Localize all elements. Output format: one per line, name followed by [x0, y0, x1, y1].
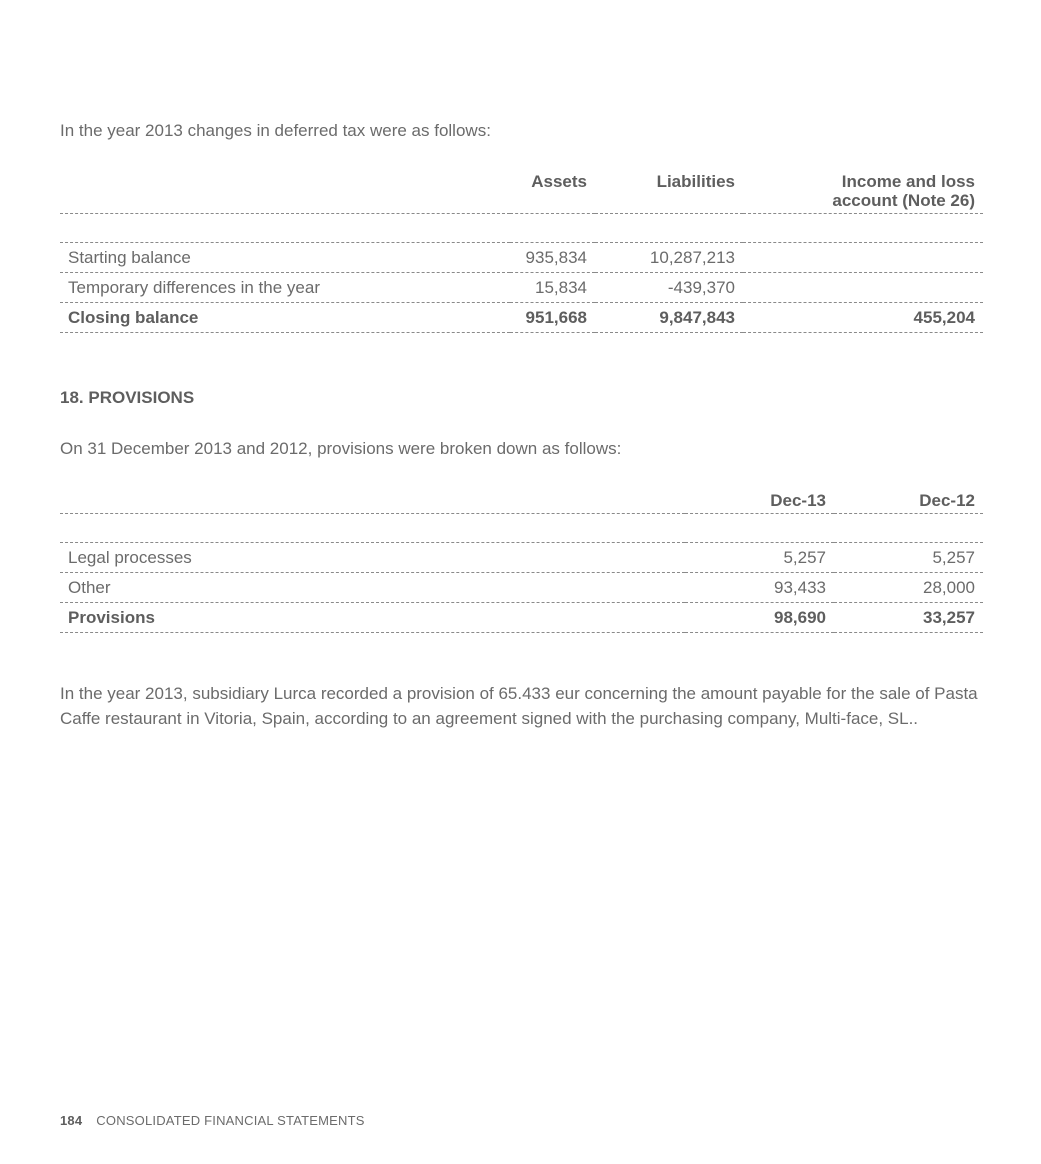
row-label: Legal processes	[60, 543, 685, 573]
row-liabilities: 10,287,213	[595, 243, 743, 273]
row-liabilities: -439,370	[595, 273, 743, 303]
row-label: Temporary differences in the year	[60, 273, 510, 303]
header-income-line2: account (Note 26)	[832, 191, 975, 210]
row-assets: 15,834	[510, 273, 595, 303]
header-empty	[60, 485, 685, 514]
table-row	[60, 543, 983, 573]
spacer-row	[60, 514, 983, 543]
header-assets: Assets	[510, 166, 595, 214]
row-dec12: 28,000	[834, 573, 983, 603]
row-label: Other	[60, 573, 685, 603]
provisions-table	[60, 485, 983, 633]
row-dec13: 5,257	[685, 543, 834, 573]
provisions-note: In the year 2013, subsidiary Lurca recorded a provision of 65.433 eur concerning the amount payable for the sale of Pasta Caffe restaurant in Vitoria, Spain, according to an agreement signed with the purchasing company, Multi-face, SL..	[60, 684, 978, 728]
row-assets: 951,668	[510, 303, 595, 333]
header-income-line1: Income and loss	[841, 172, 975, 191]
total-row	[60, 303, 983, 333]
section-heading: 18. PROVISIONS	[60, 388, 195, 407]
table-row	[60, 243, 983, 273]
footer-title: CONSOLIDATED FINANCIAL STATEMENTS	[96, 1113, 365, 1128]
page-footer	[60, 1113, 365, 1128]
row-income: 455,204	[743, 303, 983, 333]
row-dec12: 33,257	[834, 603, 983, 633]
row-dec13: 93,433	[685, 573, 834, 603]
spacer-row	[60, 214, 983, 243]
row-label: Closing balance	[60, 303, 510, 333]
row-label: Provisions	[60, 603, 685, 633]
table-row	[60, 273, 983, 303]
row-dec12: 5,257	[834, 543, 983, 573]
row-label: Starting balance	[60, 243, 510, 273]
page-number: 184	[60, 1113, 83, 1128]
provisions-intro: On 31 December 2013 and 2012, provisions were broken down as follows:	[60, 439, 622, 458]
deferred-tax-table	[60, 166, 983, 333]
table-header-row	[60, 485, 983, 514]
row-assets: 935,834	[510, 243, 595, 273]
row-dec13: 98,690	[685, 603, 834, 633]
table-row	[60, 573, 983, 603]
header-empty	[60, 166, 510, 214]
header-liabilities: Liabilities	[595, 166, 743, 214]
header-dec12: Dec-12	[834, 485, 983, 514]
deferred-tax-intro: In the year 2013 changes in deferred tax were as follows:	[60, 121, 491, 140]
header-income-loss	[743, 166, 983, 214]
row-income	[743, 273, 983, 303]
row-liabilities: 9,847,843	[595, 303, 743, 333]
total-row	[60, 603, 983, 633]
row-income	[743, 243, 983, 273]
table-header-row	[60, 166, 983, 214]
header-dec13: Dec-13	[685, 485, 834, 514]
